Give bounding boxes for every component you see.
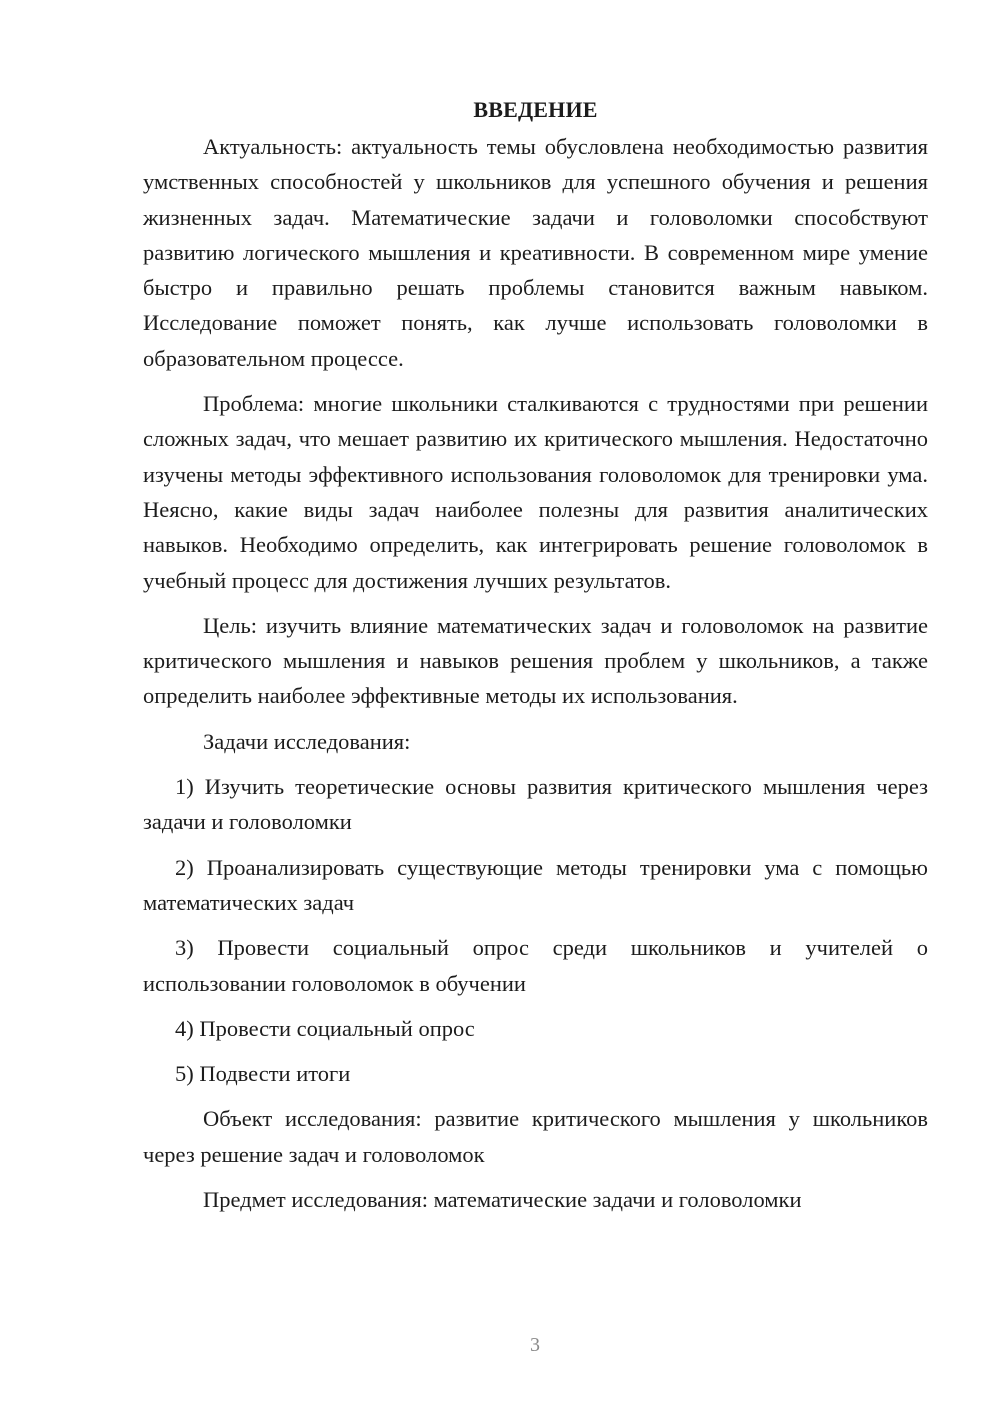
task-item: 2) Проанализировать существующие методы тренировки ума с помощью математических задач — [143, 854, 928, 915]
task-item: 4) Провести социальный опрос — [175, 1015, 475, 1041]
research-object-paragraph: Объект исследования: развитие критического мышления у школьников через решение задач и головоломок — [143, 1106, 928, 1167]
research-subject-paragraph: Предмет исследования: математические задачи и головоломки — [203, 1187, 802, 1213]
tasks-list — [143, 769, 928, 1091]
task-item: 5) Подвести итоги — [175, 1061, 351, 1087]
document-page — [143, 94, 928, 1217]
section-heading: ВВЕДЕНИЕ — [473, 97, 598, 122]
relevance-paragraph: Актуальность: актуальность темы обусловлена необходимостью развития умственных способностей у школьников для успешного обучения и решения жизненных задач. Математические задачи и головоломки способствуют развитию логического мышления и креативности. В современном мире умение быстро и правильно решать проблемы становится важным навыком. Исследование поможет понять, как лучше использовать головоломки в образовательном процессе. — [143, 134, 928, 371]
task-item: 3) Провести социальный опрос среди школьников и учителей о использовании головоломок в обучении — [143, 935, 928, 996]
problem-paragraph: Проблема: многие школьники сталкиваются с трудностями при решении сложных задач, что мешает развитию их критического мышления. Недостаточно изучены методы эффективного использования головоломок для тренировки ума. Неясно, какие виды задач наиболее полезны для развития аналитических навыков. Необходимо определить, как интегрировать решение головоломок в учебный процесс для достижения лучших результатов. — [143, 391, 928, 593]
page-number: 3 — [530, 1334, 540, 1356]
goal-paragraph: Цель: изучить влияние математических задач и головоломок на развитие критического мышления и навыков решения проблем у школьников, а также определить наиболее эффективные методы их использования. — [143, 612, 928, 709]
task-item: 1) Изучить теоретические основы развития критического мышления через задачи и головоломки — [143, 774, 928, 835]
tasks-title: Задачи исследования: — [203, 728, 411, 754]
